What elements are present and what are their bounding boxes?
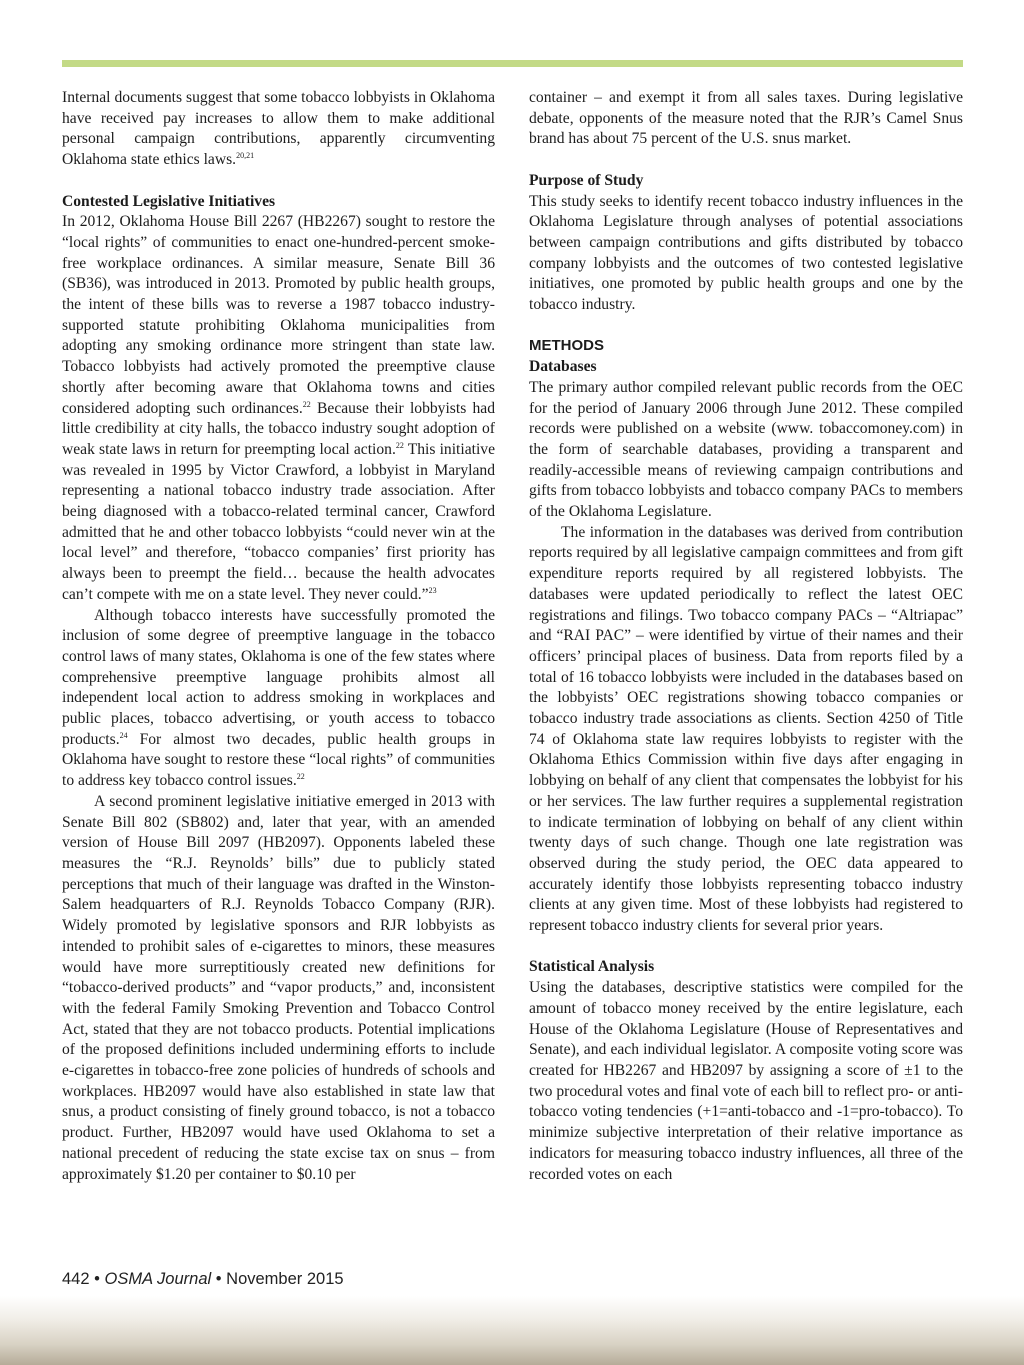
page-number: 442 — [62, 1270, 90, 1288]
reference: 20,21 — [236, 151, 255, 161]
page-footer — [62, 1270, 344, 1289]
heading-statistical-analysis: Statistical Analysis — [529, 958, 655, 976]
reference: 22 — [395, 440, 404, 450]
footer-separator: • — [215, 1270, 222, 1288]
reference: 23 — [428, 585, 437, 595]
paragraph-databases: The primary author compiled relevant public records from the OEC for the period of January 2006 through June 2012. These compiled records were published on a website (www. tobaccomoney.com) in the form of searchable databases, providing a transparent and readily-accessible means of reviewing campaign contributions and gifts from tobacco lobbyists and tobacco company PACs to members of the Oklahoma Legislature. — [529, 378, 963, 521]
reference: 22 — [302, 399, 311, 409]
paragraph-snus-continued: container – and exempt it from all sales taxes. During legislative debate, opponents of the measure noted that the RJR’s Camel Snus brand has about 75 percent of the U.S. snus market. — [529, 89, 963, 148]
right-column — [529, 88, 963, 1185]
heading-contested-initiatives: Contested Legislative Initiatives — [62, 192, 276, 210]
top-rule — [62, 60, 963, 67]
paragraph-database-info: The information in the databases was derived from contribution reports required by all legislative campaign committees and from gift expenditure reports required by all registered lobbyists. The databases were updated periodically to reflect the latest OEC registrations and filings. Two tobacco company PACs – “Altriapac” and “RAI PAC” – were identified by virtue of their names and their officers’ principal places of business. Data from reports filed by a total of 16 tobacco lobbyists were included in the databases based on the lobbyists’ OEC registrations showing tobacco companies or tobacco industry trade associations as clients. Section 4250 of Title 74 of Oklahoma state law requires lobbyists to register with the Oklahoma Ethics Commission within five days after engaging in lobbying on behalf of any client that compensates the lobbyist for his or her services. The law further requires a supplemental registration to indicate termination of lobbying on behalf of any client within twenty days of such change. Though one late registration was observed during the study period, the OEC data appeared to accurately identify those lobbyists representing tobacco industry clients at any given time. Most of these lobbyists had registered to represent tobacco industry clients for several prior years. — [529, 523, 963, 935]
paragraph-preemption: Although tobacco interests have successfully promoted the inclusion of some degree of preemptive language in the tobacco control laws of many states, Oklahoma is one of the few states where comprehensive preemptive language prohibits almost all independent local action to address smoking in workplaces and public places, tobacco advertising, or youth access to tobacco products.$^{24}$ For almost two decades, public health groups in Oklahoma have sought to restore these “local rights” of communities to address key tobacco control issues.$^{22}$ — [62, 606, 495, 790]
footer-separator: • — [94, 1270, 100, 1288]
reference: 22 — [296, 772, 305, 782]
heading-methods: METHODS — [529, 337, 604, 355]
paragraph-statistical-analysis: Using the databases, descriptive statistics were compiled for the amount of tobacco money received by the entire legislature, each House of the Oklahoma Legislature (House of Representatives and Senate), and each individual legislator. A composite voting score was created for HB2267 and HB2097 by assigning a score of ±1 to the two procedural votes and final vote of each bill to reflect pro- or anti-tobacco voting tendencies (+1=anti-tobacco and -1=pro-tobacco). To minimize subjective interpretation of their relative importance as indicators for measuring tobacco industry influences, all three of the recorded votes on each — [529, 979, 963, 1183]
issue-date: November 2015 — [226, 1270, 344, 1288]
paragraph-purpose: This study seeks to identify recent tobacco industry influences in the Oklahoma Legislature through analyses of potential associations between campaign contributions and gifts distributed by tobacco company lobbyists and the outcomes of two contested legislative initiatives, one promoted by public health groups and one by the tobacco industry. — [529, 192, 963, 314]
heading-databases: Databases — [529, 358, 597, 376]
left-column — [62, 88, 495, 1185]
reference: 24 — [119, 730, 128, 740]
journal-name: OSMA Journal — [104, 1270, 212, 1288]
paragraph-rjr-bills: A second prominent legislative initiative emerged in 2013 with Senate Bill 802 (SB802) and, later that year, with an amended version of House Bill 2097 (HB2097). Opponents labeled these measures the “R.J. Reynolds’ bills” due to publicly stated perceptions that much of their language was drafted in the Winston-Salem headquarters of R.J. Reynolds Tobacco Company (RJR). Widely promoted by legislative sponsors and RJR lobbyists as intended to prohibit sales of e-cigarettes to minors, these measures would have more surreptitiously created new definitions for “tobacco-derived products” and “vapor products,” and, inconsistent with the federal Family Smoking Prevention and Tobacco Control Act, stated that they are not tobacco products. Potential implications of the proposed definitions included undermining efforts to include e-cigarettes in tobacco-free zone policies of hundreds of schools and workplaces. HB2097 would have also established in state law that snus, a product consisting of finely ground tobacco, is not a tobacco product. Further, HB2097 would have used Oklahoma to set a national precedent of reducing the state excise tax on snus – from approximately $1.20 per container to $0.10 per — [62, 792, 495, 1183]
bottom-decoration — [0, 1296, 1024, 1365]
paragraph-hb2267: In 2012, Oklahoma House Bill 2267 (HB2267) sought to restore the “local rights” of communities to enact one-hundred-percent smoke-free workplace ordinances. A similar measure, Senate Bill 36 (SB36), was introduced in 2013. Promoted by public health groups, the intent of these bills was to reverse a 1987 tobacco industry-supported statute prohibiting Oklahoma municipalities from adopting any smoking ordinance more stringent than state law. Tobacco lobbyists had actively promoted the preemptive clause shortly after becoming aware that Oklahoma towns and cities considered adopting such ordinances.$^{22}$ Because their lobbyists had little credibility at city halls, the tobacco industry sought adoption of weak state laws in return for preempting local action.$^{22}$ This initiative was revealed in 1995 by Victor Crawford, a lobbyist in Maryland representing a national tobacco industry trade association. After being diagnosed with a tobacco-related terminal cancer, Crawford admitted that he and other tobacco lobbyists “could never win at the local level” and therefore, “tobacco companies’ first priority has always been to preempt the field… because the health advocates can’t compete with me on a state level. They never could.”$^{23}$ — [62, 213, 496, 603]
heading-purpose: Purpose of Study — [529, 171, 644, 189]
paragraph-intro: Internal documents suggest that some tobacco lobbyists in Oklahoma have received pay increases to allow them to make additional personal campaign contributions, apparently circumventing Oklahoma state ethics laws.$^{20,21}$ — [62, 89, 495, 169]
